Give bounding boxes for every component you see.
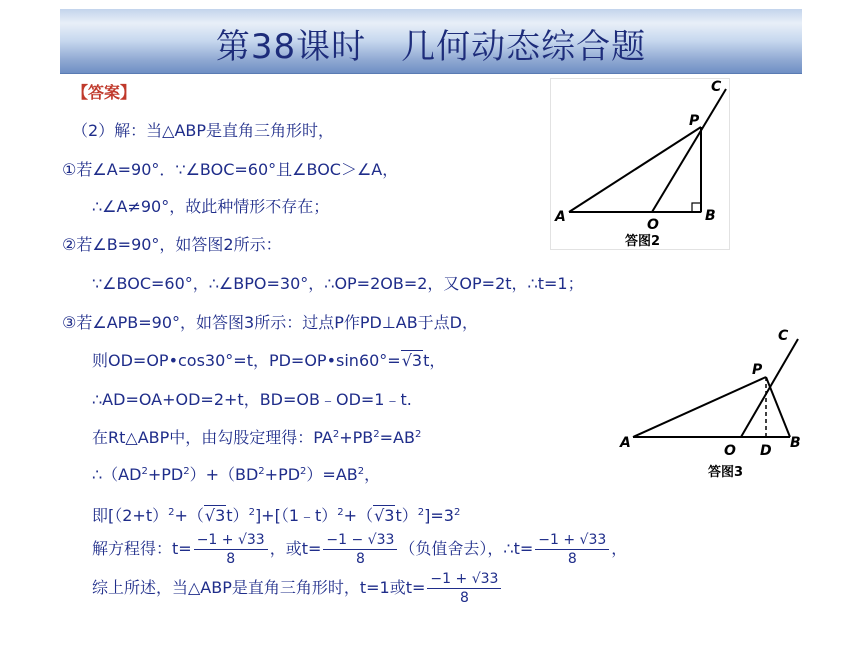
superscript: 2	[300, 466, 307, 477]
label-a: A	[620, 435, 631, 451]
line-12-part: （负值舍去），∴t=	[399, 539, 534, 558]
line-10-part: ）=AB	[306, 465, 358, 484]
superscript: 2	[258, 466, 265, 477]
label-d: D	[760, 443, 772, 459]
line-9-part: +PB	[339, 428, 374, 447]
line-12-part: 解方程得：t=	[92, 539, 192, 558]
label-c: C	[778, 328, 789, 344]
line-11-part: t）	[395, 506, 418, 525]
line-11-part: ]=3	[424, 506, 454, 525]
solution-line-4: ②若∠B=90°，如答图2所示：	[62, 235, 282, 254]
line-12-part: ，	[611, 539, 628, 558]
fraction-numerator: −1 − √33	[323, 531, 397, 550]
superscript: 2	[168, 507, 175, 518]
sqrt3: √3	[374, 506, 395, 525]
line-11-part: +（	[174, 506, 204, 525]
line-9-part: 在Rt△ABP中，由勾股定理得：PA	[92, 428, 333, 447]
label-a: A	[555, 209, 566, 225]
line-11-part: ]+[（1﹣t）	[254, 506, 338, 525]
label-o: O	[647, 217, 659, 233]
label-b: B	[705, 208, 716, 224]
superscript: 2	[183, 466, 190, 477]
solution-line-9	[92, 425, 421, 448]
superscript: 2	[373, 429, 380, 440]
label-o: O	[724, 443, 736, 459]
solution-line-6: ③若∠APB=90°，如答图3所示：过点P作PD⊥AB于点D，	[62, 313, 479, 332]
solution-line-12	[92, 531, 627, 568]
superscript: 2	[337, 507, 344, 518]
answer-label: 【答案】	[72, 83, 137, 102]
sqrt3: √3	[401, 351, 423, 370]
line-12-part: ，或t=	[269, 539, 322, 558]
line-10-part: +PD	[147, 465, 184, 484]
solution-line-2: ①若∠A=90°．∵∠BOC=60°且∠BOC＞∠A，	[62, 160, 399, 179]
label-p: P	[752, 362, 763, 378]
line-9-part: =AB	[379, 428, 415, 447]
figure-2-caption: 答图2	[625, 234, 661, 249]
sqrt3: √3	[204, 506, 226, 525]
line-11-part: t）	[226, 506, 249, 525]
fraction-positive	[535, 531, 609, 568]
solution-line-8: ∴AD=OA+OD=2+t，BD=OB﹣OD=1﹣t.	[92, 390, 412, 409]
line-13-part: 综上所述，当△ABP是直角三角形时，t=1或t=	[92, 578, 426, 597]
fraction-numerator: −1 + √33	[427, 570, 501, 589]
figure-3-caption: 答图3	[708, 465, 744, 480]
figure-3-diagram	[618, 324, 818, 488]
label-c: C	[711, 79, 722, 95]
line-10-part: ）+（BD	[189, 465, 259, 484]
fraction-positive	[194, 531, 268, 568]
solution-line-10	[92, 462, 380, 485]
fraction-denominator: 8	[567, 551, 577, 567]
superscript: 2	[417, 507, 425, 518]
figure-2-diagram	[551, 79, 729, 249]
solution-line-11	[92, 503, 460, 526]
fraction-denominator: 8	[226, 551, 236, 567]
solution-line-1: （2）解：当△ABP是直角三角形时，	[72, 121, 335, 140]
superscript: 2	[141, 466, 148, 477]
fraction-denominator: 8	[355, 551, 365, 567]
line-11-part: 即[（2+t）	[92, 506, 169, 525]
line-7-tail: t，	[423, 351, 446, 370]
right-angle-mark	[692, 203, 701, 212]
segment-pb	[766, 377, 790, 437]
title-banner	[60, 9, 802, 73]
superscript: 2	[357, 466, 365, 477]
line-7-text: 则OD=OP•cos30°=t，PD=OP•sin60°=	[92, 351, 401, 370]
superscript: 2	[453, 507, 461, 518]
figure-3	[618, 324, 818, 488]
solution-line-7	[92, 348, 445, 371]
figure-2	[550, 78, 730, 250]
line-11-part: +（	[343, 506, 374, 525]
superscript: 2	[248, 507, 255, 518]
line-10-part: ∴（AD	[92, 465, 142, 484]
line-10-part: ，	[364, 465, 381, 484]
fraction-numerator: −1 + √33	[194, 531, 268, 550]
superscript: 2	[414, 429, 422, 440]
fraction-positive	[427, 570, 501, 607]
page-title: 第38课时 几何动态综合题	[215, 27, 647, 67]
solution-line-5: ∵∠BOC=60°，∴∠BPO=30°，∴OP=2OB=2，又OP=2t，∴t=1；	[92, 274, 584, 293]
solution-line-3: ∴∠A≠90°，故此种情形不存在；	[92, 197, 330, 216]
segment-ap	[569, 127, 701, 212]
fraction-negative	[323, 531, 397, 568]
fraction-denominator: 8	[459, 590, 469, 606]
superscript: 2	[332, 429, 340, 440]
label-p: P	[689, 113, 700, 129]
solution-line-13	[92, 570, 503, 607]
line-10-part: +PD	[264, 465, 301, 484]
label-b: B	[790, 435, 801, 451]
fraction-numerator: −1 + √33	[535, 531, 609, 550]
